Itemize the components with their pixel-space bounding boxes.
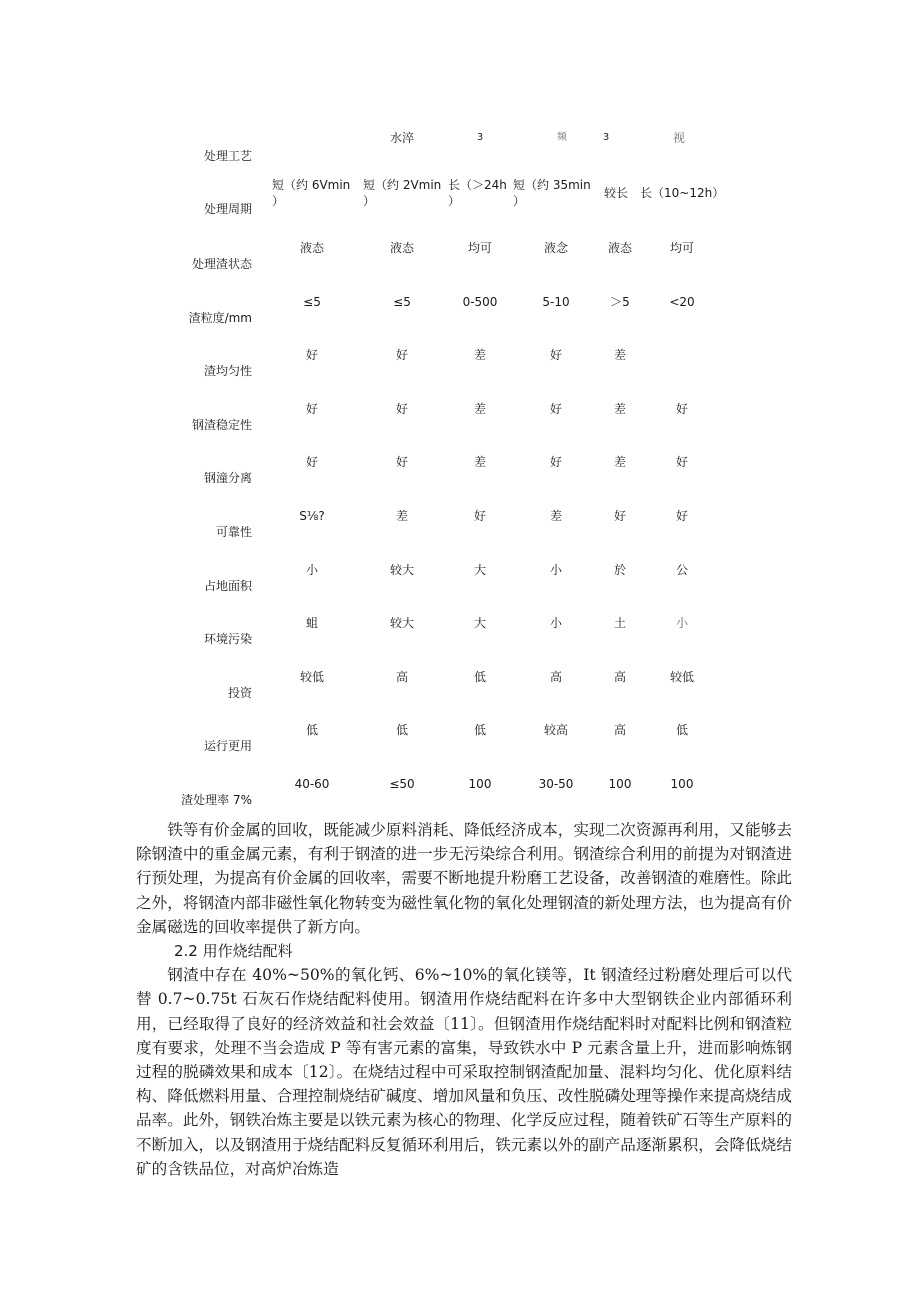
header-label: 处理工艺 (203, 149, 252, 163)
table-cell: 高 (613, 723, 626, 737)
table-cell: 好 (549, 402, 562, 416)
header-col-2: 水淬 (389, 131, 414, 145)
table-cell: 公 (675, 563, 688, 577)
row-label: 可靠性 (215, 525, 252, 539)
row-label: 投资 (227, 686, 252, 700)
table-cell: 液念 (543, 241, 568, 255)
table-cell: 小 (305, 563, 318, 577)
table-cell: 低 (305, 723, 318, 737)
table-cell: 好 (395, 348, 408, 362)
header-col-4: 频 (557, 132, 567, 143)
table-cell: 差 (613, 402, 626, 416)
table-cell: 短（约 35min ） (513, 178, 591, 208)
table-cell: 差 (473, 348, 486, 362)
table-cell: 较低 (299, 670, 324, 684)
table-cell: <20 (669, 295, 695, 309)
table-cell: 较低 (669, 670, 694, 684)
table-cell: 差 (613, 455, 626, 469)
table-cell: 小 (675, 616, 688, 630)
table-cell: 土 (613, 616, 626, 630)
table-cell: 好 (395, 402, 408, 416)
table-cell: 好 (675, 402, 688, 416)
table-cell: 低 (473, 670, 486, 684)
table-cell: 均可 (669, 241, 694, 255)
table-cell: 好 (549, 455, 562, 469)
table-cell: ≤50 (389, 777, 415, 791)
paragraph-1: 铁等有价金属的回收，既能减少原料消耗、降低经济成本，实现二次资源再利用，又能够去除钢渣中的重金属元素，有利于钢渣的进一步无污染综合利用。钢渣综合利用的前提为对钢渣进行预处理，为提高有价金属的回收率，需要不断地提升粉磨工艺设备，改善钢渣的难磨性。除此之外，将钢渣内部非磁性氧化物转变为磁性氧化物的氧化处理钢渣的新处理方法，也为提高有价金属磁选的回收率提供了新方向。 (136, 821, 792, 936)
table-cell: 5-10 (542, 295, 570, 309)
table-cell: 好 (675, 509, 688, 523)
row-label: 渣均匀性 (203, 364, 252, 378)
table-cell: 大 (473, 616, 486, 630)
table-cell: 100 (468, 777, 492, 791)
table-cell: ＞5 (610, 295, 630, 309)
row-label: 环境污染 (203, 632, 252, 646)
table-cell: 差 (473, 402, 486, 416)
table-cell: 短（约 2Vmin ） (363, 178, 442, 208)
table-cell: ≤5 (303, 295, 321, 309)
row-label: 渣处理率 7% (181, 793, 252, 807)
row-label: 渣粒度/mm (188, 311, 252, 325)
table-cell: 100 (608, 777, 632, 791)
header-col-3: 3 (476, 132, 484, 143)
table-cell: 较大 (389, 616, 414, 630)
table-cell: 高 (613, 670, 626, 684)
table-cell: ≤5 (393, 295, 411, 309)
table-cell: 好 (395, 455, 408, 469)
row-label: 处理周期 (203, 202, 252, 216)
table-cell: 低 (473, 723, 486, 737)
table-cell: 好 (305, 402, 318, 416)
table-cell: 蛆 (305, 616, 318, 630)
table-cell: 小 (549, 563, 562, 577)
table-cell: 小 (549, 616, 562, 630)
table-cell: 於 (613, 563, 626, 577)
section-heading: 2.2 用作烧结配料 (174, 942, 293, 961)
table-cell: 较大 (389, 563, 414, 577)
table-cell: 低 (675, 723, 688, 737)
row-label: 运行更用 (203, 739, 252, 753)
table-cell: 差 (473, 455, 486, 469)
table-cell: 液态 (299, 241, 324, 255)
table-cell: 短（约 6Vmin ） (272, 178, 351, 208)
table-cell: 100 (670, 777, 694, 791)
table-cell: 均可 (467, 241, 492, 255)
table-cell: 差 (549, 509, 562, 523)
table-cell: 差 (395, 509, 408, 523)
table-cell: 低 (395, 723, 408, 737)
table-cell: 高 (395, 670, 408, 684)
row-label: 处理渣状态 (191, 257, 252, 271)
table-cell: 液态 (389, 241, 414, 255)
table-cell: 好 (675, 455, 688, 469)
table-cell: 差 (613, 348, 626, 362)
table-cell: 好 (305, 455, 318, 469)
header-col-5: 3 (602, 132, 610, 143)
row-label: 钢潼分离 (203, 471, 252, 485)
table-cell: 好 (549, 348, 562, 362)
table-cell: 30-50 (538, 777, 574, 791)
table-cell: 液态 (607, 241, 632, 255)
paragraph-2: 钢渣中存在 40%~50%的氧化钙、6%~10%的氧化镁等，It 钢渣经过粉磨处理后可以代替 0.7~0.75t 石灰石作烧结配料使用。钢渣用作烧结配料在许多中大型钢铁企业内部循环利用，已经取得了良好的经济效益和社会效益〔11〕。但钢渣用作烧结配料时对配料比例和钢渣粒度有要求，处理不当会造成 P 等有害元素的富集，导致铁水中 P 元素含量上升，进而影响炼钢过程的脱磷效果和成本〔12〕。在烧结过程中可采取控制钢渣配加量、混料均匀化、优化原料结构、降低燃料用量、合理控制烧结矿碱度、增加风量和负压、改性脱磷处理等操作来提高烧结成品率。此外，钢铁冶炼主要是以铁元素为核心的物理、化学反应过程，随着铁矿石等生产原料的不断加入，以及钢渣用于烧结配料反复循环利用后，铁元素以外的副产品逐渐累积，会降低烧结矿的含铁品位，对高炉冶炼造 (136, 966, 792, 1178)
table-cell: 长（＞24h ） (448, 178, 507, 208)
table-cell: 高 (549, 670, 562, 684)
table-cell: 40-60 (294, 777, 330, 791)
table-cell: 好 (305, 348, 318, 362)
table-cell: 好 (613, 509, 626, 523)
table-cell: S⅛? (299, 509, 325, 523)
table-cell: 较高 (543, 723, 568, 737)
row-label: 占地面积 (203, 579, 252, 593)
table-cell: 较长 (603, 186, 628, 200)
table-cell: 大 (473, 563, 486, 577)
body-text (136, 818, 792, 1181)
table-cell: 0-500 (462, 295, 498, 309)
table-cell: 好 (473, 509, 486, 523)
table-cell: 长（10~12h） (640, 186, 725, 200)
header-col-6: 视 (672, 131, 685, 145)
row-label: 钢渣稳定性 (191, 418, 252, 432)
